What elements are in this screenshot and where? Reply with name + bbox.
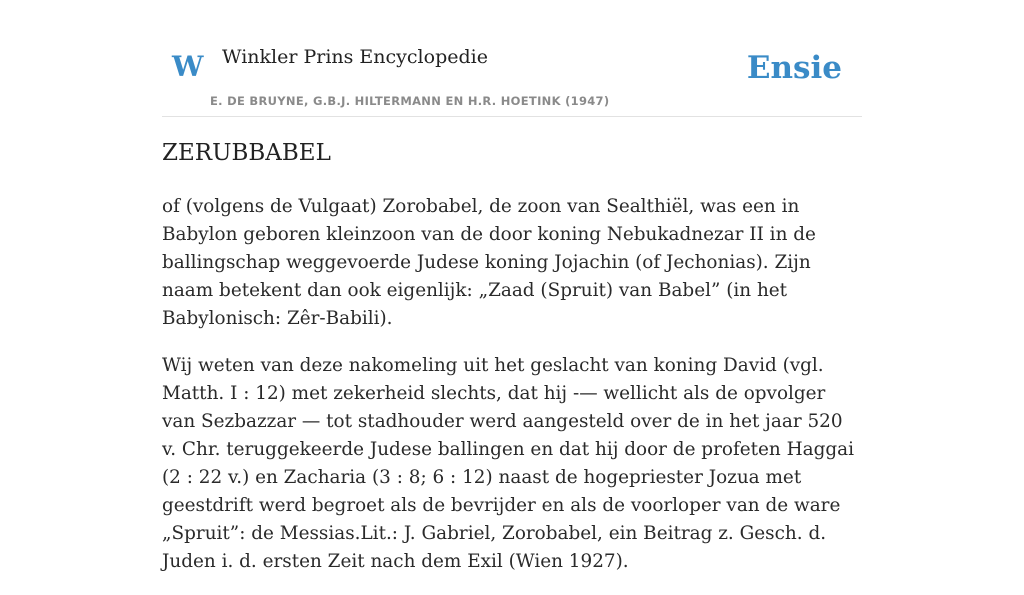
ensie-logo-link[interactable]: Ensie bbox=[746, 50, 842, 86]
entry-paragraph: Wij weten van deze nakomeling uit het geslacht van koning David (vgl. Matth. I : 12) met zekerheid slechts, dat hij -— wellicht als de opvolger van Sezbazzar — tot stadhouder werd aangesteld over de in het jaar 520 v. Chr. teruggekeerde Judese ballingen en dat hij door de profeten Haggai (2 : 22 v.) en Zacharia (3 : 8; 6 : 12) naast de hogepriester Jozua met geestdrift werd begroet als de bevrijder en als de voorloper van de ware „Spruit”: de Messias.Lit.: J. Gabriel, Zorobabel, ein Beitrag z. Gesch. d. Juden i. d. ersten Zeit nach dem Exil (Wien 1927). bbox=[162, 355, 854, 572]
entry-title: ZERUBBABEL bbox=[162, 140, 331, 166]
entry-paragraph: of (volgens de Vulgaat) Zorobabel, de zoon van Sealthiël, was een in Babylon geboren kleinzoon van de door koning Nebukadnezar II in de ballingschap weggevoerde Judese koning Jojachin (of Jechonias). Zijn naam betekent dan ook eigenlijk: „Zaad (Spruit) van Babel” (in het Babylonisch: Zêr-Babili). bbox=[162, 196, 816, 329]
book-authors: E. DE BRUYNE, G.B.J. HILTERMANN EN H.R. HOETINK (1947) bbox=[210, 94, 610, 108]
book-logo-icon: W bbox=[172, 50, 204, 83]
book-header bbox=[162, 0, 862, 117]
book-title-link[interactable]: Winkler Prins Encyclopedie bbox=[222, 46, 488, 68]
entry-body bbox=[162, 193, 862, 595]
